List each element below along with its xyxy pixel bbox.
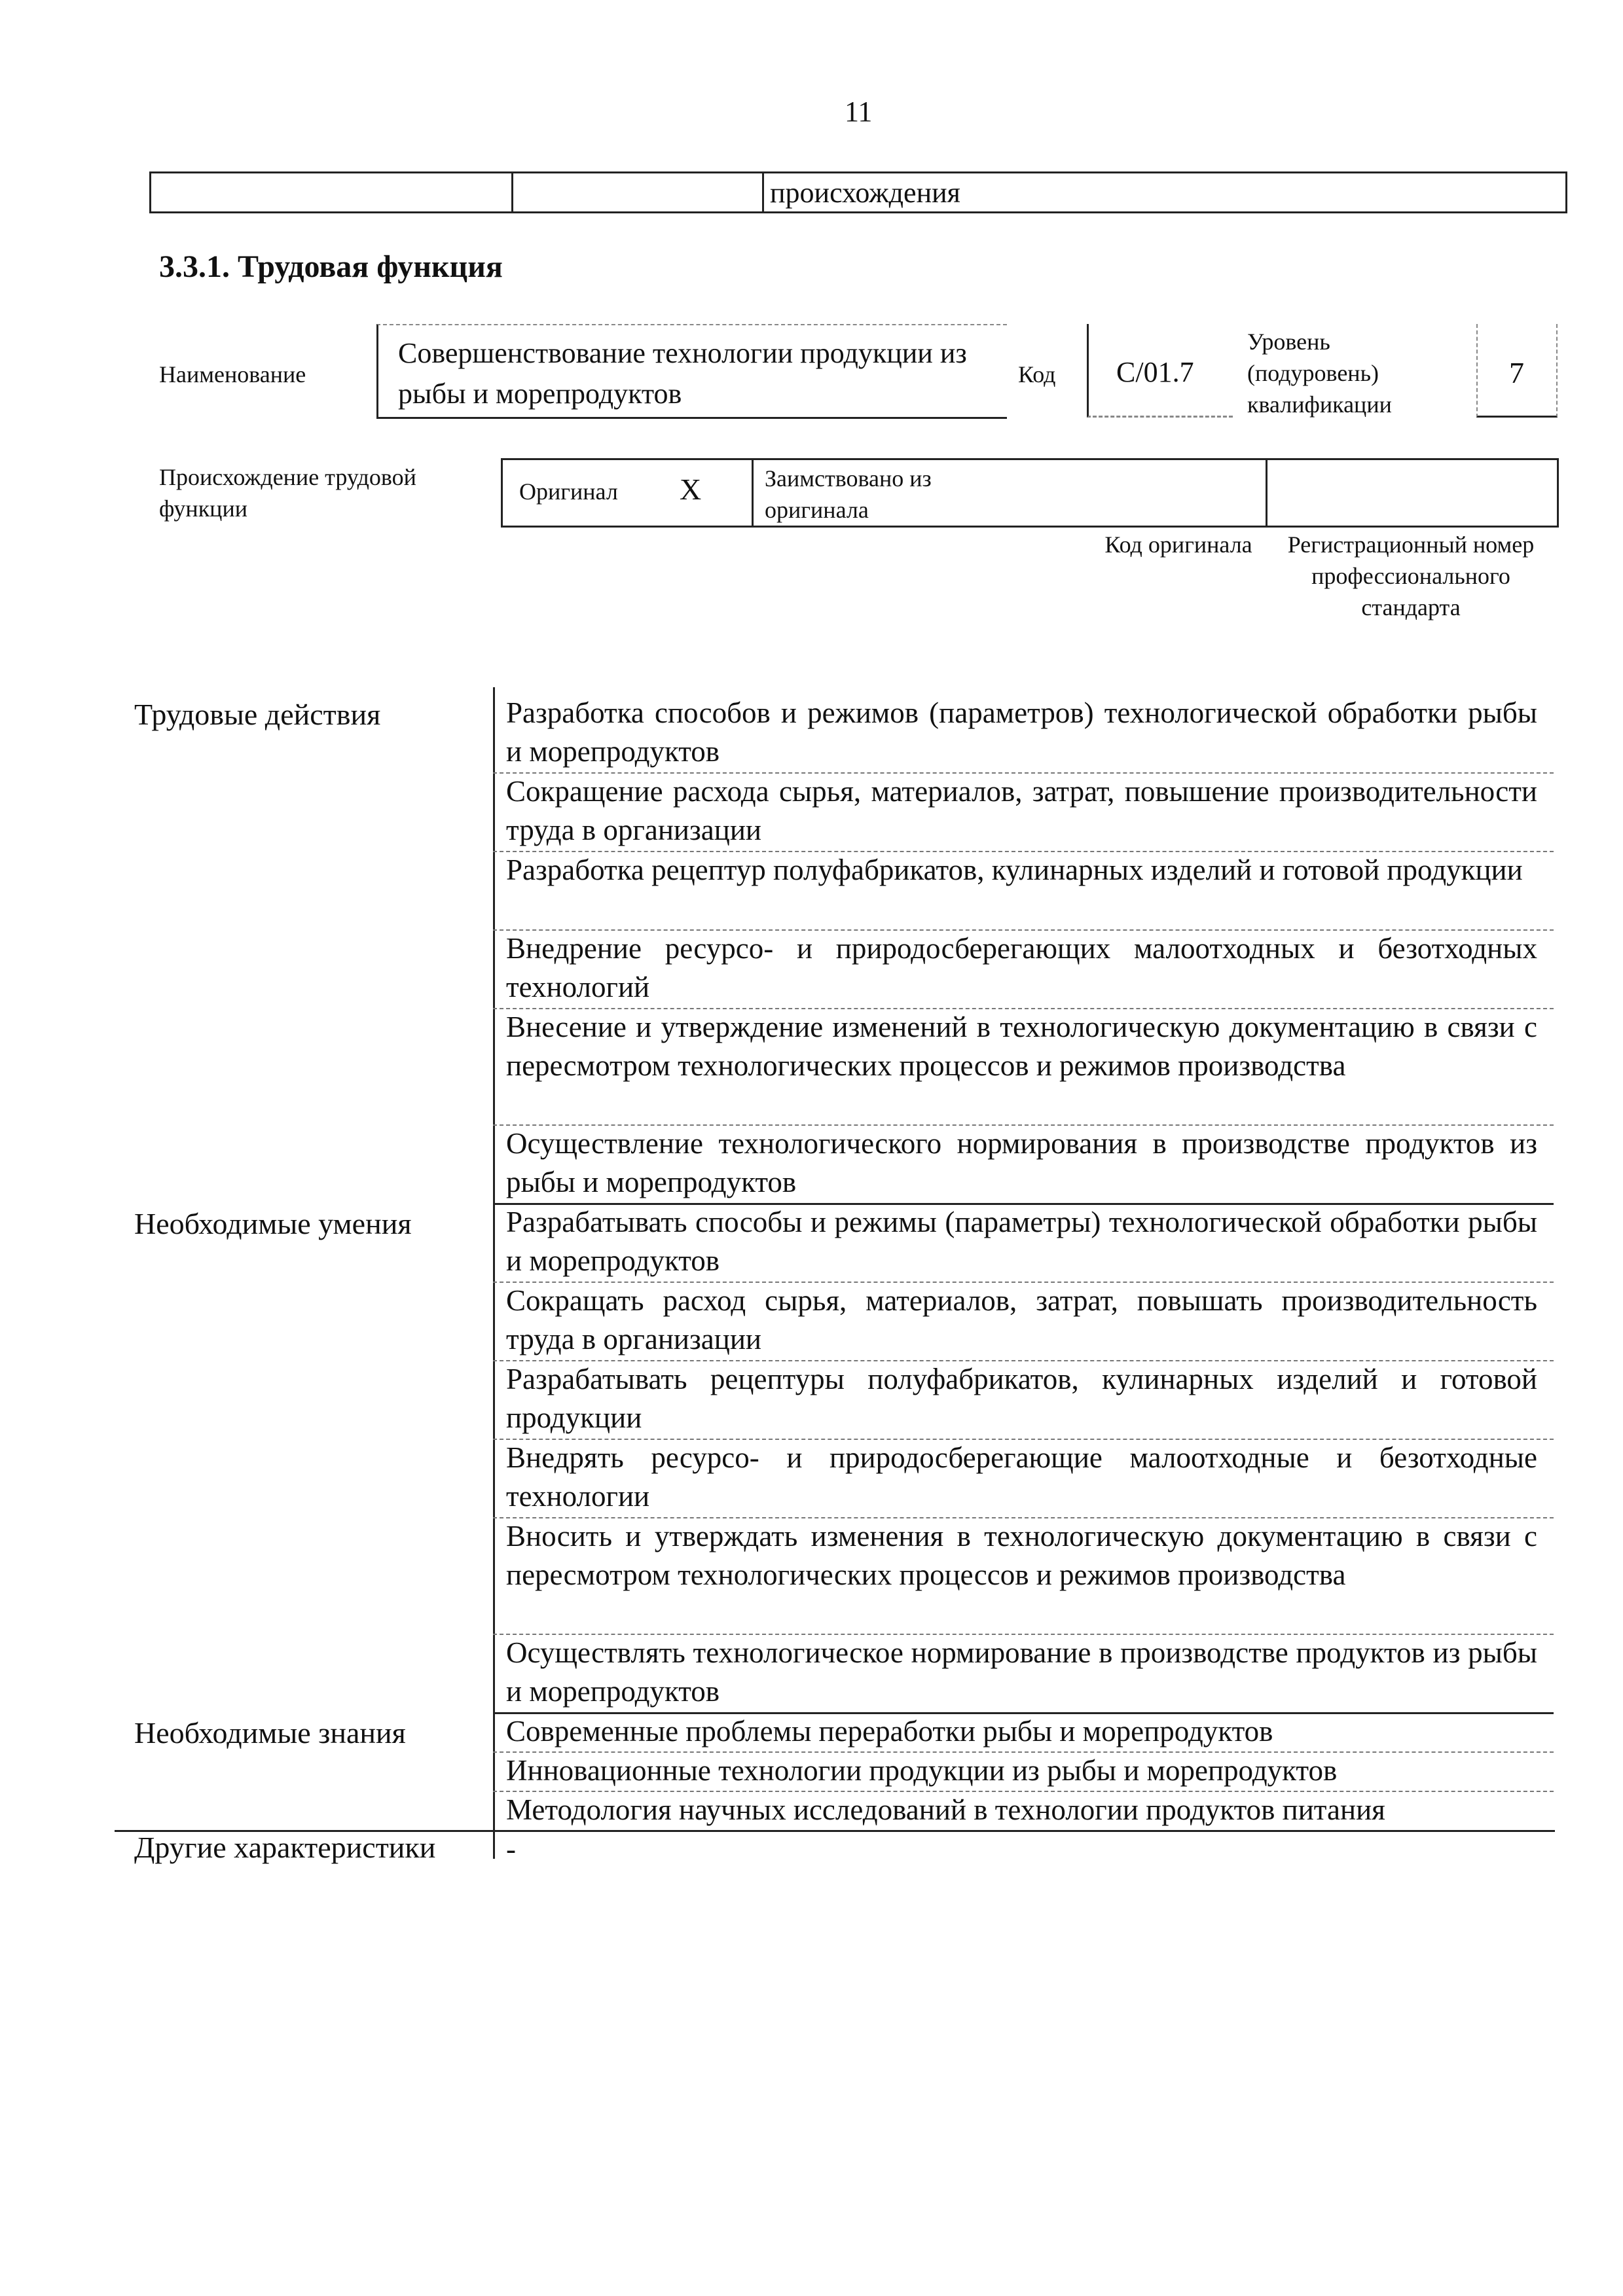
continued-cell-text: происхождения (770, 177, 960, 209)
table-divider (1266, 460, 1267, 526)
code-value: C/01.7 (1116, 356, 1194, 388)
list-item: Разработка способов и режимов (параметров) технологической обработки рыбы и морепродуктов (506, 696, 1537, 768)
list-item: Сокращение расхода сырья, материалов, затрат, повышение производительности труда в организации (506, 775, 1537, 846)
list-item: Внедрение ресурсо- и природосберегающих малоотходных и безотходных технологий (506, 932, 1537, 1003)
code-label: Код (1018, 361, 1056, 387)
continued-table-row (149, 171, 1567, 213)
table-cell (151, 173, 513, 211)
name-box (376, 324, 1007, 419)
code-box (1087, 324, 1233, 418)
name-label: Наименование (159, 361, 306, 387)
list-item: Разрабатывать рецептуры полуфабрикатов, кулинарных изделий и готовой продукции (506, 1363, 1537, 1434)
table-cell (513, 173, 764, 211)
reg-number-caption: Регистрационный номер профессионального стандарта (1287, 531, 1535, 620)
list-item: Инновационные технологии продукции из рыбы и морепродуктов (506, 1754, 1338, 1787)
origin-table (501, 458, 1559, 528)
list-item: Разработка рецептур полуфабрикатов, кулинарных изделий и готовой продукции (506, 853, 1523, 886)
name-value: Совершенствование технологии продукции из рыбы и морепродуктов (398, 337, 967, 410)
list-item: Вносить и утверждать изменения в технологическую документацию в связи с пересмотром технологических процессов и режимов производства (506, 1520, 1537, 1591)
list-item: Сокращать расход сырья, материалов, затрат, повышать производительность труда в организации (506, 1284, 1537, 1355)
list-item: Методология научных исследований в технологии продуктов питания (506, 1793, 1385, 1826)
list-item: Осуществлять технологическое нормирование в производстве продуктов из рыбы и морепродуктов (506, 1636, 1537, 1708)
table-divider (752, 460, 754, 526)
other-value: - (506, 1833, 516, 1865)
list-item: Внесение и утверждение изменений в технологическую документацию в связи с пересмотром технологических процессов и режимов производства (506, 1011, 1537, 1082)
original-label: Оригинал (519, 478, 618, 505)
level-box (1476, 324, 1558, 418)
list-item: Осуществление технологического нормирования в производстве продуктов из рыбы и морепродуктов (506, 1127, 1537, 1198)
column-divider (493, 687, 495, 1859)
borrowed-label: Заимствовано из оригинала (765, 465, 932, 523)
list-item: Внедрять ресурсо- и природосберегающие малоотходные и безотходные технологии (506, 1441, 1537, 1513)
list-item: Разрабатывать способы и режимы (параметры) технологической обработки рыбы и морепродуктов (506, 1206, 1537, 1277)
level-value: 7 (1509, 356, 1524, 389)
row-label-skills: Необходимые умения (134, 1207, 412, 1240)
origin-label: Происхождение трудовой функции (159, 464, 416, 522)
work-function-table (115, 687, 1555, 1865)
code-original-caption: Код оригинала (1104, 531, 1252, 558)
original-mark: X (680, 473, 702, 506)
list-item: Современные проблемы переработки рыбы и морепродуктов (506, 1715, 1273, 1748)
row-label-other: Другие характеристики (134, 1831, 436, 1864)
level-label: Уровень (подуровень) квалификации (1247, 329, 1392, 418)
section-title: 3.3.1. Трудовая функция (159, 249, 503, 284)
row-label-knowledge: Необходимые знания (134, 1716, 406, 1749)
row-label-actions: Трудовые действия (134, 698, 381, 731)
page-number: 11 (845, 96, 873, 128)
